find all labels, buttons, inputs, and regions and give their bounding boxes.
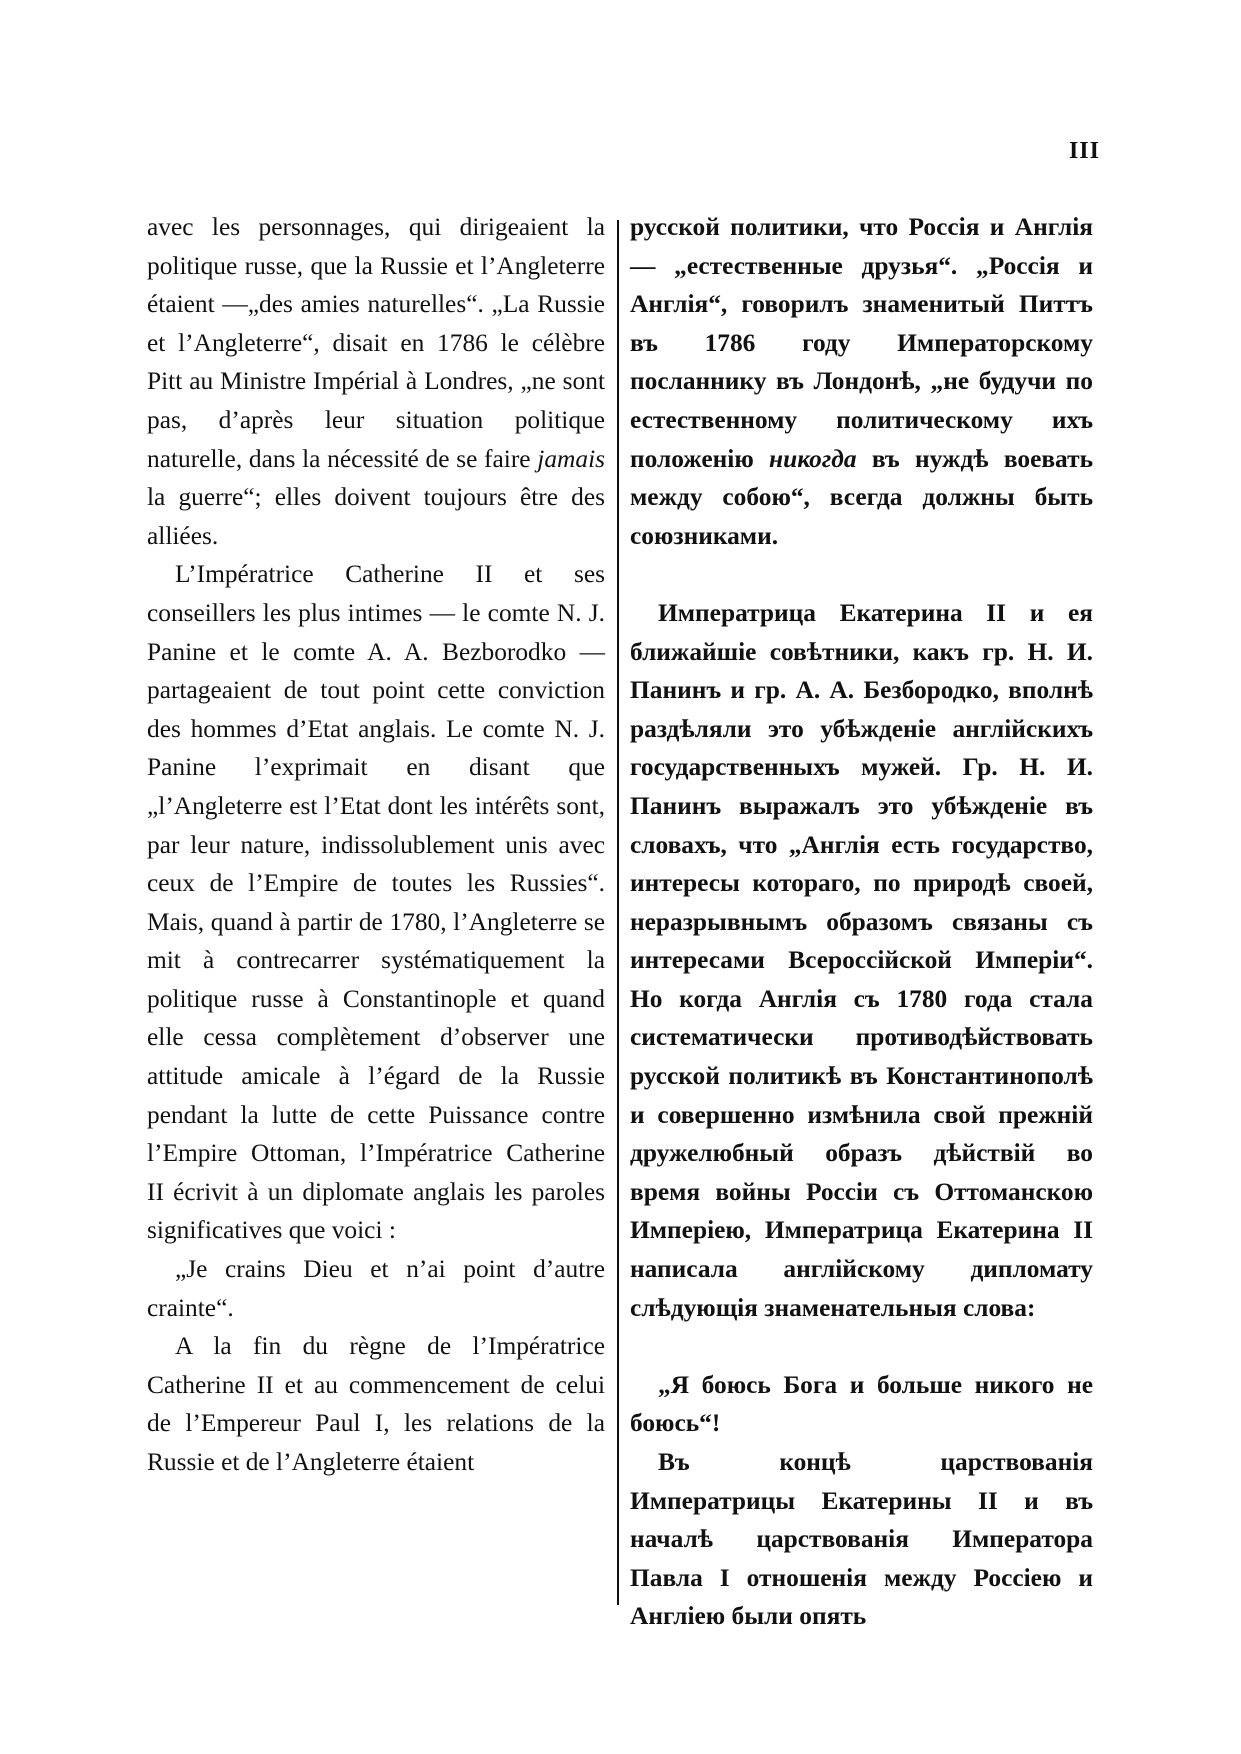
french-quote: „Je crains Dieu et n’ai point d’autre crainte“. (147, 1255, 605, 1322)
french-paragraph-1: avec les personnages, qui dirigeaient la politique russe, que la Russie et l’Angleterre étaient —„des amies naturelles“. „La Russie et l’Angleterre“, disait en 1786 le célèbre Pitt au Ministre Impérial à Londres, „ne sont pas, d’après leur situation politique naturelle, dans la nécessité de se faire jamais la guerre“; elles doivent toujours être des alliées. (147, 213, 605, 550)
russian-paragraph-1: русской политики, что Россія и Англія — „естественные друзья“. „Россія и Англія“, говорилъ знаменитый Питтъ въ 1786 году Императорскому посланнику въ Лондонѣ, „не будучи по естественному политическому ихъ положенію никогда въ нуждѣ воевать между собою“, всегда должны быть союзниками. (630, 213, 1093, 550)
russian-paragraph-2: Императрица Екатерина II и ея ближайшіе совѣтники, какъ гр. Н. И. Панинъ и гр. А. А. Безбородко, вполнѣ раздѣляли это убѣжденіе англійскихъ государственныхъ мужей. Гр. Н. И. Панинъ выражалъ это убѣжденіе въ словахъ, что „Англія есть государство, интересы котораго, по природѣ своей, неразрывнымъ образомъ связаны съ интересами Всероссійской Имперіи“. Но когда Англія съ 1780 года стала систематически противодѣйствовать русской политикѣ въ Константинополѣ и совершенно измѣнила свой прежній дружелюбный образъ дѣйствій во время войны Россіи съ Оттоманскою Имперіею, Императрица Екатерина II написала англійскому дипломату слѣдующія знаменательныя слова: (630, 598, 1093, 1322)
column-divider (617, 220, 619, 1605)
russian-quote: „Я боюсь Бога и больше никого не боюсь“! (630, 1370, 1093, 1438)
french-column (147, 208, 605, 1482)
russian-emphasis: никогда (769, 444, 857, 473)
paragraph-gap (630, 555, 1093, 594)
french-paragraph-2: L’Impératrice Catherine II et ses conseillers les plus intimes — le comte N. J. Panine et le comte A. A. Bezborodko — partageaient de tout point cette conviction des hommes d’Etat anglais. Le comte N. J. Panine l’exprimait en disant que „l’Angleterre est l’Etat dont les intérêts sont, par leur nature, indissolublement unis avec ceux de l’Empire de toutes les Russies“. Mais, quand à partir de 1780, l’Angleterre se mit à contrecarrer systématiquement la politique russe à Constantinople et quand elle cessa complètement d’observer une attitude amicale à l’égard de la Russie pendant la lutte de cette Puissance contre l’Empire Ottoman, l’Impératrice Catherine II écrivit à un diplomate anglais les paroles significatives que voici : (147, 560, 605, 1245)
page-number: III (1068, 138, 1100, 164)
russian-column (630, 208, 1093, 1636)
russian-paragraph-4: Въ концѣ царствованія Императрицы Екатерины II и въ началѣ царствованія Императора Павла I отношенія между Россіею и Англіею были опять (630, 1448, 1093, 1631)
french-emphasis: jamais (537, 444, 605, 473)
paragraph-gap (630, 1327, 1093, 1366)
french-paragraph-4: A la fin du règne de l’Impératrice Catherine II et au commencement de celui de l’Empereur Paul I, les relations de la Russie et de l’Angleterre étaient (147, 1332, 605, 1476)
